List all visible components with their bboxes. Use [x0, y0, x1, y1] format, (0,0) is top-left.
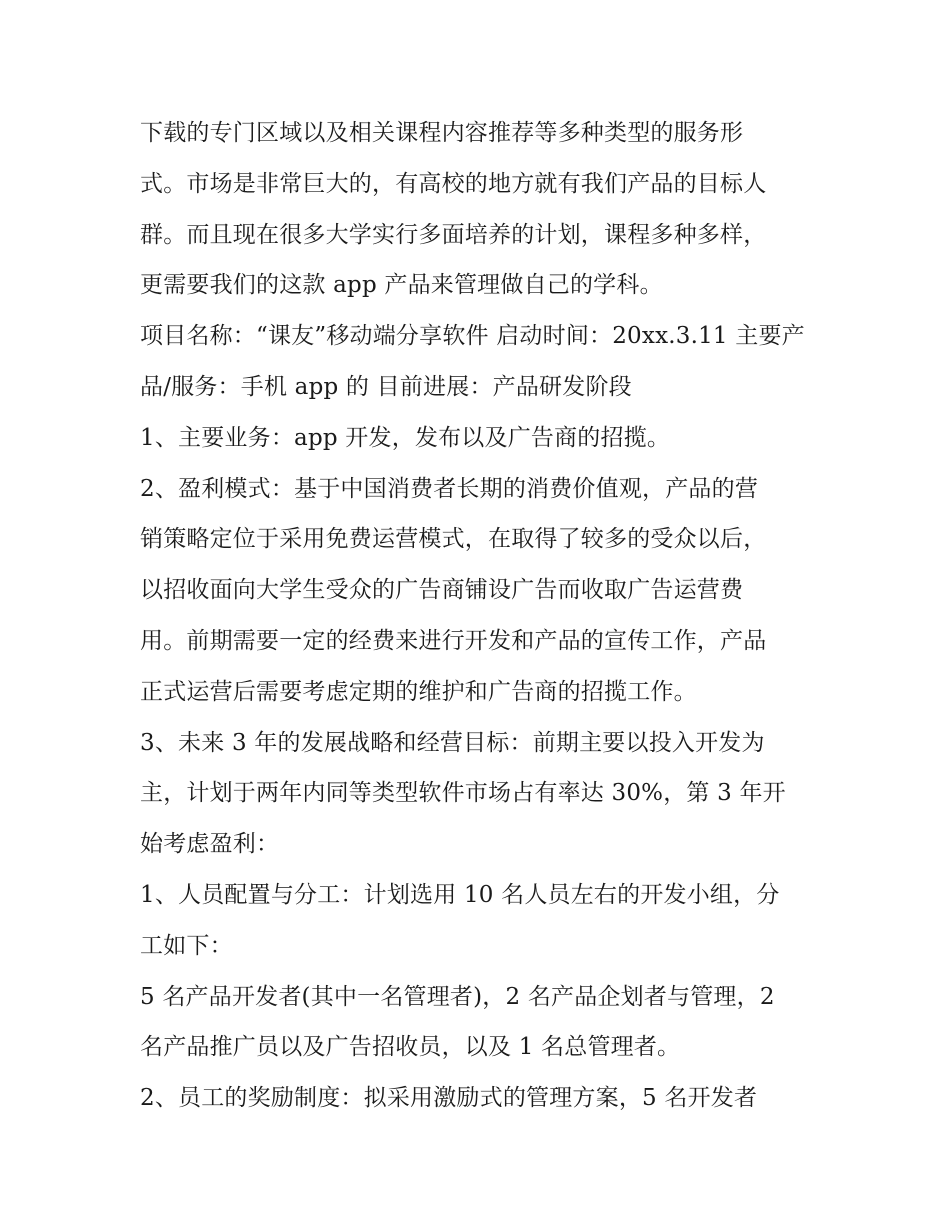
text-line: 5 名产品开发者(其中一名管理者)，2 名产品企划者与管理，2: [140, 983, 775, 1010]
document-body: [140, 108, 820, 1124]
text-line: 以招收面向大学生受众的广告商铺设广告而收取广告运营费: [140, 577, 744, 604]
text-line: 正式运营后需要考虑定期的维护和广告商的招揽工作。: [140, 678, 697, 705]
text-line: 1、人员配置与分工：计划选用 10 名人员左右的开发小组，分: [140, 881, 780, 908]
text-line: 2、盈利模式：基于中国消费者长期的消费价值观，产品的营: [140, 475, 759, 502]
text-line: 群。而且现在很多大学实行多面培养的计划，课程多种多样，: [140, 221, 767, 248]
text-line: 2、员工的奖励制度：拟采用激励式的管理方案，5 名开发者: [140, 1085, 758, 1112]
text-line: 始考虑盈利：: [140, 831, 280, 858]
text-line: 式。市场是非常巨大的，有高校的地方就有我们产品的目标人: [140, 170, 767, 197]
text-line: 3、未来 3 年的发展战略和经营目标：前期主要以投入开发为: [140, 729, 765, 756]
text-line: 主，计划于两年内同等类型软件市场占有率达 30%，第 3 年开: [140, 780, 786, 807]
text-line: 下载的专门区域以及相关课程内容推荐等多种类型的服务形: [140, 120, 744, 146]
text-line: 更需要我们的这款 app 产品来管理做自己的学科。: [140, 272, 663, 299]
text-line: 项目名称：“课友”移动端分享软件 启动时间：20xx.3.11 主要产: [140, 323, 805, 350]
text-line: 用。前期需要一定的经费来进行开发和产品的宣传工作，产品: [140, 627, 767, 654]
text-line: 品/服务：手机 app 的 目前进展：产品研发阶段: [140, 373, 632, 400]
text-line: 名产品推广员以及广告招收员，以及 1 名总管理者。: [140, 1034, 681, 1061]
text-line: 销策略定位于采用免费运营模式，在取得了较多的受众以后，: [140, 526, 767, 553]
text-line: 1、主要业务：app 开发，发布以及广告商的招揽。: [140, 424, 671, 451]
text-line: 工如下：: [140, 932, 233, 959]
